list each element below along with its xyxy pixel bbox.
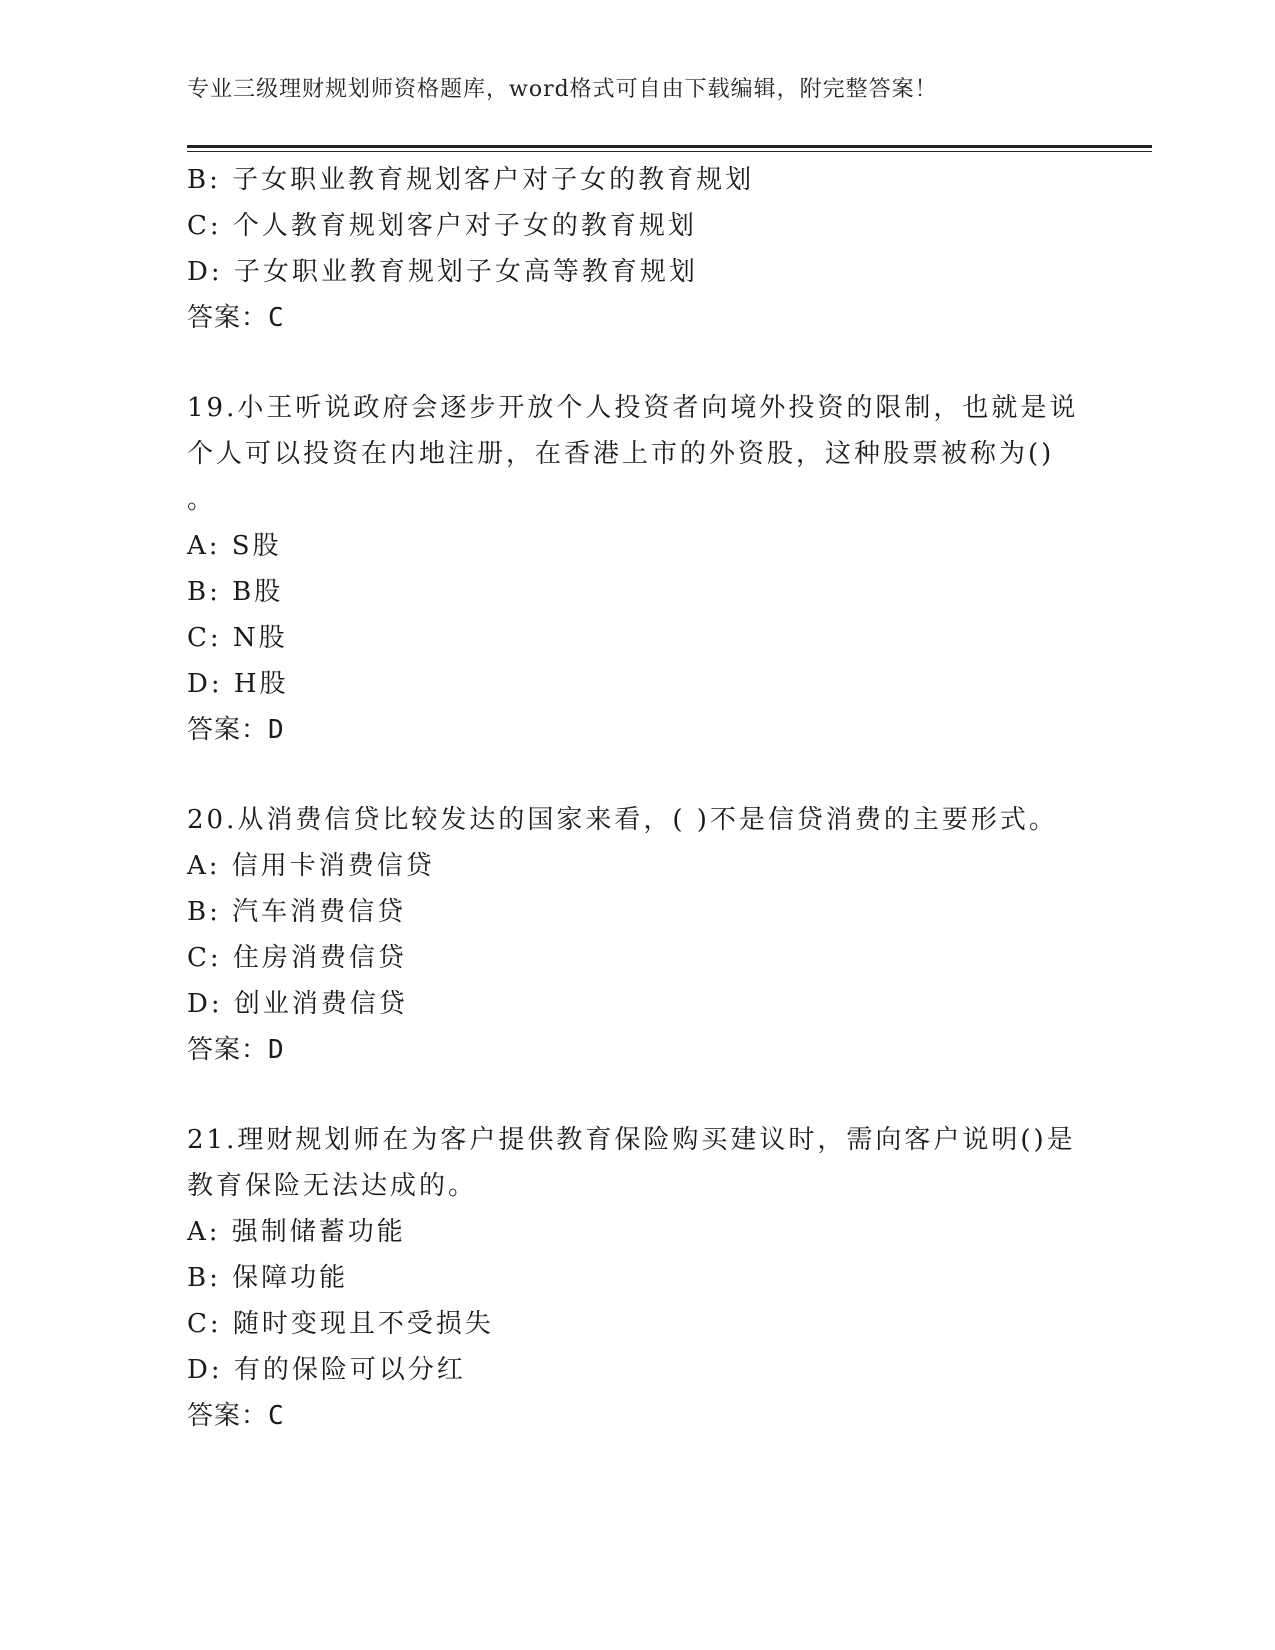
question-stem-line: 19.小王听说政府会逐步开放个人投资者向境外投资的限制，也就是说 <box>187 393 1079 423</box>
option-c: C: N股 <box>187 623 288 653</box>
answer-line: 答案：C <box>187 1401 285 1431</box>
question-stem-line: 教育保险无法达成的。 <box>187 1171 478 1201</box>
option-b: B: B股 <box>187 577 284 607</box>
question-19-block <box>187 385 1087 753</box>
prev-question-block <box>187 157 1087 341</box>
question-stem-line: 。 <box>187 485 217 515</box>
option-a: A: 强制储蓄功能 <box>187 1217 406 1247</box>
option-a: A: S股 <box>187 531 282 561</box>
question-stem-line: 21.理财规划师在为客户提供教育保险购买建议时，需向客户说明()是 <box>187 1125 1076 1155</box>
option-d: D: 子女职业教育规划子女高等教育规划 <box>187 257 698 287</box>
option-c: C: 随时变现且不受损失 <box>187 1309 494 1339</box>
question-stem-line: 个人可以投资在内地注册，在香港上市的外资股，这种股票被称为() <box>187 439 1055 469</box>
option-c: C: 个人教育规划客户对子女的教育规划 <box>187 211 697 241</box>
option-a: A: 信用卡消费信贷 <box>187 851 435 881</box>
answer-line: 答案：D <box>187 1035 285 1065</box>
option-d: D: H股 <box>187 669 289 699</box>
option-c: C: 住房消费信贷 <box>187 943 407 973</box>
question-20-block <box>187 797 1087 1073</box>
option-b: B: 子女职业教育规划客户对子女的教育规划 <box>187 165 755 195</box>
answer-line: 答案：C <box>187 303 285 333</box>
option-d: D: 创业消费信贷 <box>187 989 408 1019</box>
question-content <box>187 157 1087 1439</box>
option-b: B: 保障功能 <box>187 1263 349 1293</box>
option-d: D: 有的保险可以分红 <box>187 1355 466 1385</box>
answer-line: 答案：D <box>187 715 285 745</box>
header-rule-thick <box>187 145 1152 148</box>
page-header: 专业三级理财规划师资格题库，word格式可自由下载编辑，附完整答案！ <box>187 77 938 102</box>
question-stem-line: 20.从消费信贷比较发达的国家来看，( )不是信贷消费的主要形式。 <box>187 805 1058 835</box>
option-b: B: 汽车消费信贷 <box>187 897 407 927</box>
header-rule-thin <box>187 151 1152 152</box>
question-21-block <box>187 1117 1087 1439</box>
